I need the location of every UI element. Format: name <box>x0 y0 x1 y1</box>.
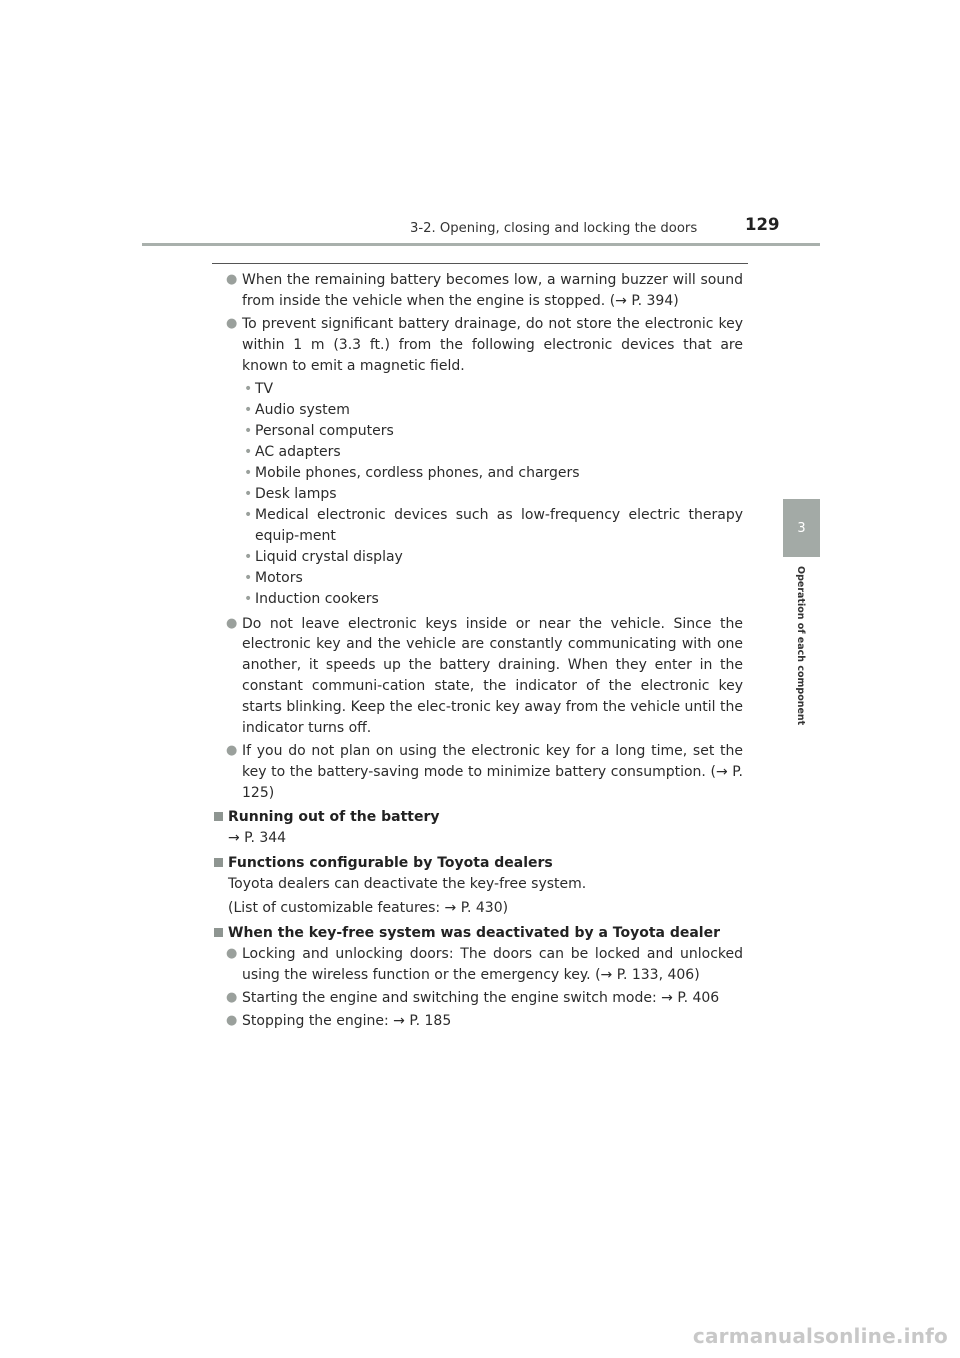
paragraph: Toyota dealers can deactivate the key-free system. <box>228 875 587 892</box>
sub-bullet-icon: • <box>244 380 253 397</box>
chapter-number: 3 <box>797 520 806 536</box>
page-content <box>214 270 743 1035</box>
header-rule <box>142 243 820 246</box>
list-item <box>214 614 743 739</box>
device-item: • Liquid crystal display <box>214 547 743 568</box>
device-item: • TV <box>214 379 743 400</box>
bullet-icon: ● <box>226 272 238 287</box>
device-item: • Motors <box>214 568 743 589</box>
device-item: • AC adapters <box>214 442 743 463</box>
bullet-text: Starting the engine and switching the engine switch mode: → P. 406 <box>242 990 720 1007</box>
running-header: 3-2. Opening, closing and locking the doors <box>410 221 698 236</box>
section-divider <box>212 263 748 264</box>
section-heading: Functions configurable by Toyota dealers <box>214 853 743 874</box>
page-reference-link[interactable]: → P. 344 <box>228 830 287 847</box>
list-item <box>214 944 743 986</box>
device-item: • Induction cookers <box>214 589 743 610</box>
sub-bullet-icon: • <box>244 590 253 607</box>
device-item: • Medical electronic devices such as low-frequency electric therapy equip-ment <box>244 506 743 544</box>
bullet-icon: ● <box>226 316 238 332</box>
list-item <box>214 988 743 1009</box>
bullet-icon: ● <box>226 742 238 758</box>
chapter-tab[interactable] <box>783 499 820 557</box>
paragraph: (List of customizable features: → P. 430) <box>228 900 509 917</box>
bullet-text: Do not leave electronic keys inside or near the vehicle. Since the electronic key and the vehicle are constantly communicating with one another, it speeds up the battery draining. When they enter in the constant communi-cation state, the indicator of the electronic key starts blinking. Keep the elec-tronic key away from the vehicle until the indicator turns off. <box>242 615 743 736</box>
list-item <box>214 741 743 803</box>
bullet-icon: ● <box>226 1013 238 1029</box>
device-list <box>214 379 743 609</box>
device-item: • Audio system <box>214 400 743 421</box>
chapter-label: Operation of each component <box>795 566 806 726</box>
sub-bullet-icon: • <box>244 485 253 502</box>
device-item: • Desk lamps <box>214 484 743 505</box>
device-item: • Personal computers <box>214 421 743 442</box>
sub-bullet-icon: • <box>244 548 253 565</box>
bullet-text: Stopping the engine: → P. 185 <box>242 1013 452 1030</box>
device-item: • Mobile phones, cordless phones, and chargers <box>214 463 743 484</box>
list-item <box>214 270 743 312</box>
section-heading: When the key-free system was deactivated by a Toyota dealer <box>214 923 743 944</box>
square-marker-icon <box>214 812 223 821</box>
bullet-icon: ● <box>226 946 238 962</box>
sub-bullet-icon: • <box>244 443 253 460</box>
sub-bullet-icon: • <box>244 401 253 418</box>
watermark-logo: carmanualsonline.info <box>692 1324 948 1348</box>
bullet-text: When the remaining battery becomes low, a warning buzzer will sound from inside the vehicle when the engine is stopped. (→ P. 394) <box>242 272 743 309</box>
sub-bullet-icon: • <box>244 464 253 481</box>
page-number: 129 <box>745 215 780 234</box>
sub-bullet-icon: • <box>244 506 253 523</box>
sub-bullet-icon: • <box>244 569 253 586</box>
square-marker-icon <box>214 858 223 867</box>
list-item <box>214 314 743 376</box>
bullet-text: If you do not plan on using the electronic key for a long time, set the key to the battery-saving mode to minimize battery consumption. (→ P. 125) <box>242 742 743 801</box>
bullet-text: To prevent significant battery drainage, do not store the electronic key within 1 m (3.3 ft.) from the following electronic devices that are known to emit a magnetic field. <box>242 316 743 374</box>
bullet-text: Locking and unlocking doors: The doors can be locked and unlocked using the wireless function or the emergency key. (→ P. 133, 406) <box>242 946 743 983</box>
section-heading: Running out of the battery <box>214 807 743 828</box>
bullet-icon: ● <box>226 615 238 631</box>
list-item <box>214 1011 743 1032</box>
square-marker-icon <box>214 928 223 937</box>
sub-bullet-icon: • <box>244 422 253 439</box>
bullet-icon: ● <box>226 990 238 1006</box>
